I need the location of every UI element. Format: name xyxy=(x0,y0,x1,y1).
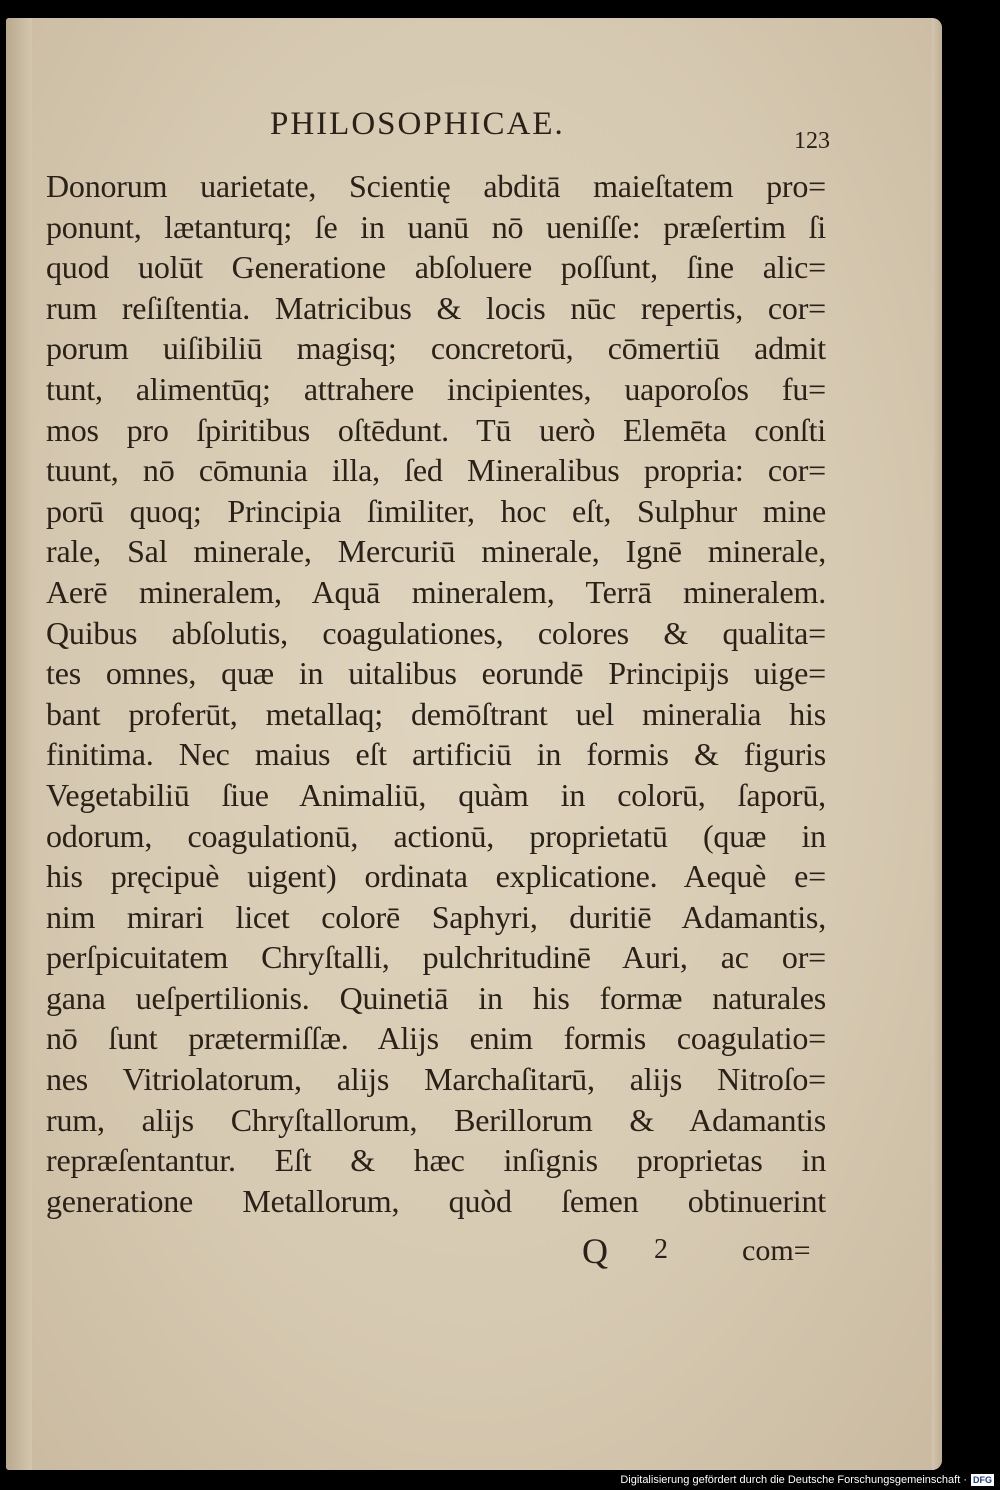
dfg-logo: DFG xyxy=(973,1475,992,1485)
text-line: rum, alijs Chryſtallorum, Berillorum & Adamantis xyxy=(46,1101,826,1138)
text-line: rale, Sal minerale, Mercuriū minerale, Ignē minerale, xyxy=(46,533,826,570)
text-line: mos pro ſpiritibus oſtēdunt. Tū uerò Elemēta conſti xyxy=(46,411,826,448)
page-fore-edge xyxy=(932,18,942,1470)
text-line: porū quoq; Principia ſimiliter, hoc eſt, Sulphur mine xyxy=(46,492,826,529)
text-line: finitima. Nec maius eſt artificiū in formis & figuris xyxy=(46,736,826,773)
text-line: tunt, alimentūq; attrahere incipientes, uaporoſos fu= xyxy=(46,370,826,407)
text-line: his pręcipuè uigent) ordinata explicatione. Aequè e= xyxy=(46,858,826,895)
book-page xyxy=(6,18,942,1470)
text-line: gana ueſpertilionis. Quinetiā in his formæ naturales xyxy=(46,979,826,1016)
catchword: com= xyxy=(742,1234,811,1267)
text-line: repræſentantur. Eſt & hæc inſignis proprietas in xyxy=(46,1142,826,1179)
text-line: odorum, coagulationū, actionū, proprietatū (quæ in xyxy=(46,817,826,854)
running-head: PHILOSOPHICAE. xyxy=(270,106,565,142)
text-line: nim mirari licet colorē Saphyri, duritiē Adamantis, xyxy=(46,898,826,935)
footer-text: Digitalisierung gefördert durch die Deutsche Forschungsgemeinschaft · xyxy=(620,1474,967,1486)
text-line: tes omnes, quæ in uitalibus eorundē Principijs uige= xyxy=(46,655,826,692)
text-line: Aerē mineralem, Aquā mineralem, Terrā mineralem. xyxy=(46,573,826,610)
text-line: Quibus abſolutis, coagulationes, colores & qualita= xyxy=(46,614,826,651)
text-line: rum reſiſtentia. Matricibus & locis nūc repertis, cor= xyxy=(46,289,826,326)
page-spine-edge xyxy=(6,18,32,1470)
text-line: ponunt, lætanturq; ſe in uanū nō ueniſſe: præſertim ſi xyxy=(46,208,826,245)
text-line: nō ſunt prætermiſſæ. Alijs enim formis coagulatio= xyxy=(46,1020,826,1057)
text-line: generatione Metallorum, quòd ſemen obtinuerint xyxy=(46,1182,826,1219)
text-line: tuunt, nō cōmunia illa, ſed Mineralibus propria: cor= xyxy=(46,452,826,489)
text-line: Vegetabiliū ſiue Animaliū, quàm in colorū, ſaporū, xyxy=(46,776,826,813)
signature-letter: Q xyxy=(582,1231,608,1271)
footer-credit xyxy=(620,1474,994,1486)
body-text xyxy=(46,166,826,1221)
text-line: Donorum uarietate, Scientię abditā maieſtatem pro= xyxy=(46,168,826,204)
text-line: porum uiſibiliū magisq; concretorū, cōmertiū admit xyxy=(46,330,826,367)
text-line: nes Vitriolatorum, alijs Marchaſitarū, alijs Nitroſo= xyxy=(46,1061,826,1098)
signature-number: 2 xyxy=(654,1234,668,1265)
text-line: perſpicuitatem Chryſtalli, pulchritudinē Auri, ac or= xyxy=(46,939,826,976)
text-line: bant proferūt, metallaq; demōſtrant uel mineralia his xyxy=(46,695,826,732)
text-line: quod uolūt Generatione abſoluere poſſunt, ſine alic= xyxy=(46,249,826,286)
folio-number: 123 xyxy=(794,128,830,154)
